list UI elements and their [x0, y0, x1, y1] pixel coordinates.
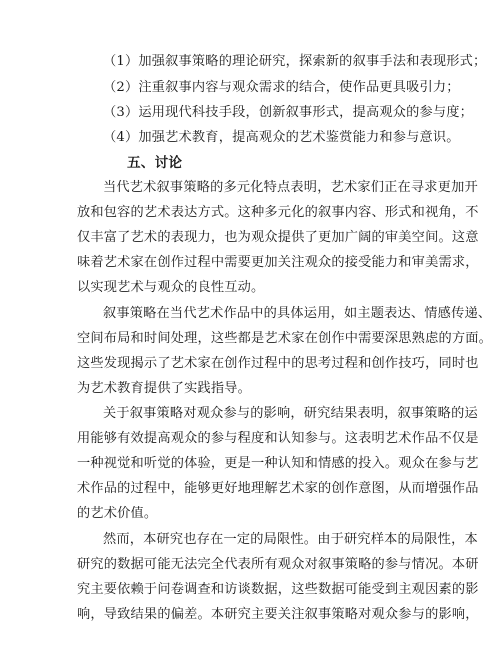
paragraph-line: 这些发现揭示了艺术家在创作过程中的思考过程和创作技巧，同时也 [77, 356, 479, 371]
paragraph-line: 术作品的过程中，能够更好地理解艺术家的创作意图，从而增强作品 [77, 481, 479, 496]
paragraph-line: 空间布局和时间处理，这些都是艺术家在创作中需要深思熟虑的方面。 [77, 331, 493, 346]
paragraph-line: 当代艺术叙事策略的多元化特点表明，艺术家们正在寻求更加开 [103, 180, 478, 195]
paragraph-line: 以实现艺术与观众的良性互动。 [77, 280, 265, 295]
paragraph-line: 用能够有效提高观众的参与程度和认知参与。这表明艺术作品不仅是 [77, 431, 479, 446]
paragraph-line: 然而，本研究也存在一定的局限性。由于研究样本的局限性，本 [103, 532, 478, 547]
paragraph-line: 味着艺术家在创作过程中需要更加关注观众的接受能力和审美需求， [77, 255, 479, 270]
paragraph-line: 一种视觉和听觉的体验，更是一种认知和情感的投入。观众在参与艺 [77, 456, 479, 471]
paragraph-line: 仅丰富了艺术的表现力，也为观众提供了更加广阔的审美空间。这意 [77, 230, 479, 245]
list-item: （3）运用现代科技手段，创新叙事形式，提高观众的参与度； [103, 105, 474, 120]
paragraph-line: 响，导致结果的偏差。本研究主要关注叙事策略对观众参与的影响， [77, 607, 479, 622]
paragraph-line: 的艺术价值。 [77, 506, 158, 521]
list-item: （2）注重叙事内容与观众需求的结合，使作品更具吸引力； [103, 80, 460, 95]
paragraph-line: 放和包容的艺术表达方式。这种多元化的叙事内容、形式和视角，不 [77, 205, 479, 220]
section-heading: 五、讨论 [127, 155, 183, 171]
list-item: （1）加强叙事策略的理论研究，探索新的叙事手法和表现形式； [103, 54, 487, 69]
paragraph-line: 研究的数据可能无法完全代表所有观众对叙事策略的参与情况。本研 [77, 557, 479, 572]
paragraph-line: 关于叙事策略对观众参与的影响，研究结果表明，叙事策略的运 [103, 406, 478, 421]
paragraph-line: 究主要依赖于问卷调查和访谈数据，这些数据可能受到主观因素的影 [77, 582, 479, 597]
list-item: （4）加强艺术教育，提高观众的艺术鉴赏能力和参与意识。 [103, 130, 460, 145]
paragraph-line: 为艺术教育提供了实践指导。 [77, 381, 252, 396]
paragraph-line: 叙事策略在当代艺术作品中的具体运用，如主题表达、情感传递、 [103, 306, 492, 321]
